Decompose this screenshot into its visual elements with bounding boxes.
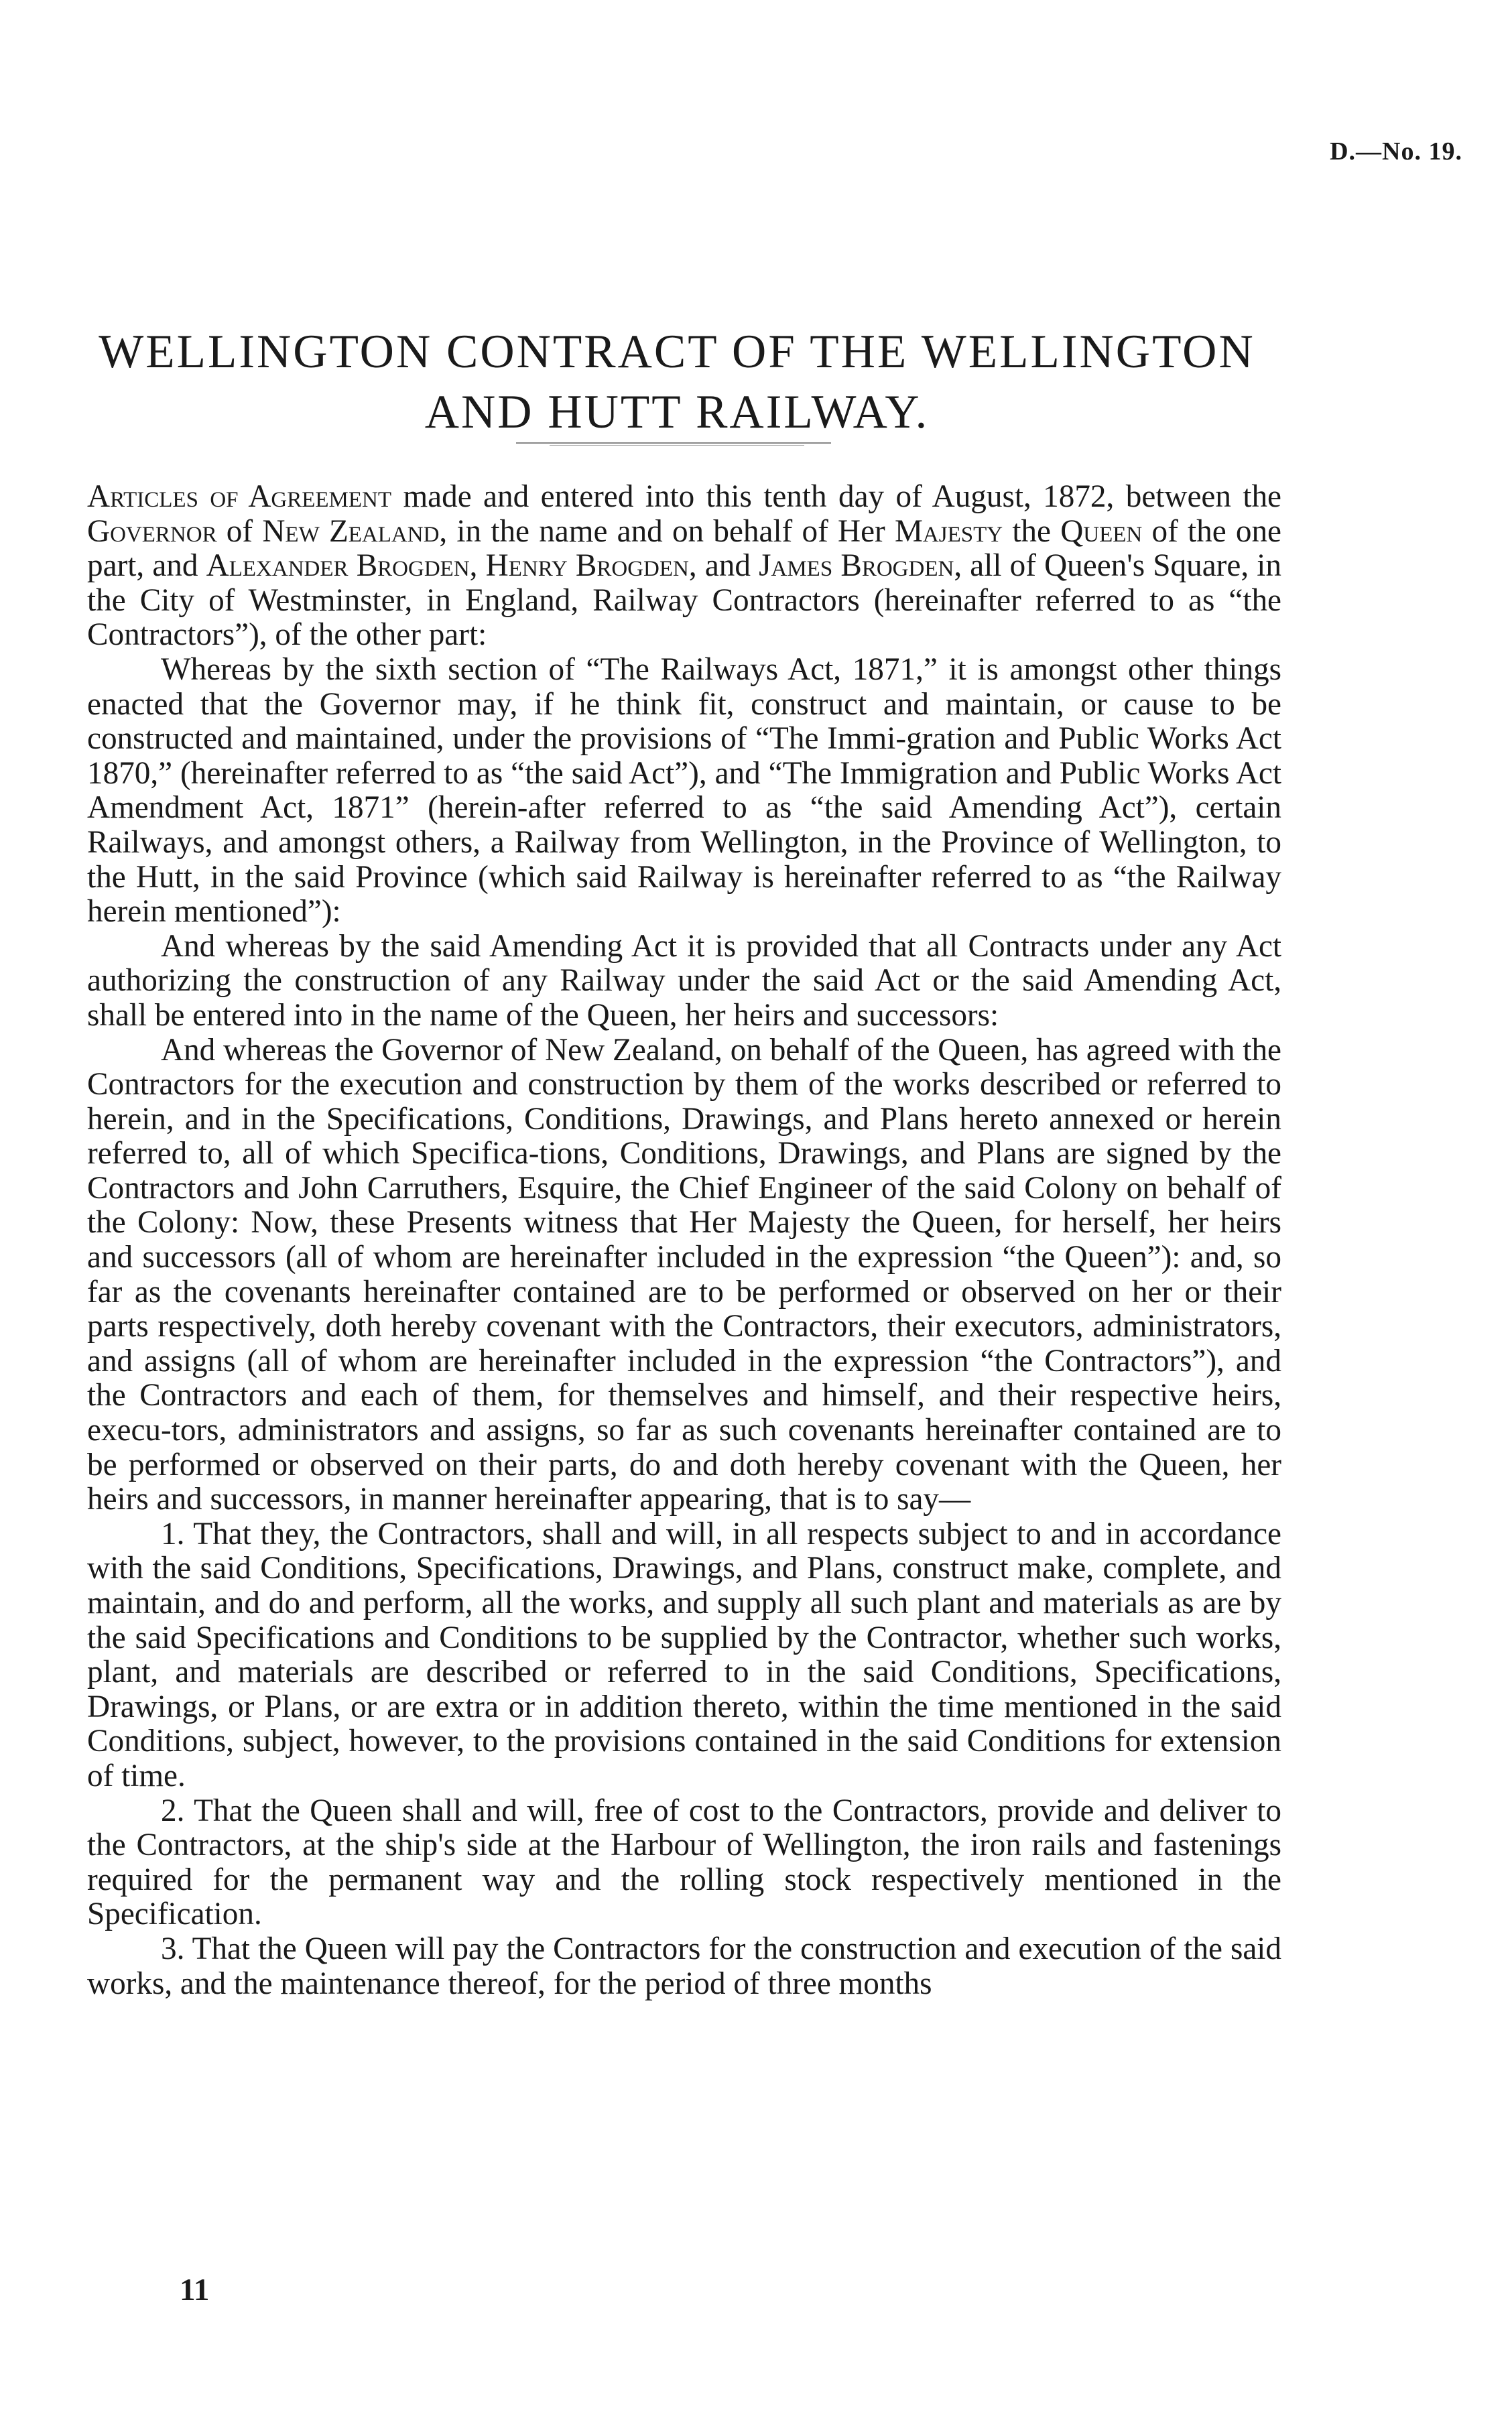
clause-3: 3. That the Queen will pay the Contractors for the construction and execution of the said works, and the maintenance thereof, for the period of three months	[87, 1931, 1281, 2001]
paragraph-whereas-governor: And whereas the Governor of New Zealand, on behalf of the Queen, has agreed with the Contractors for the execution and construction by them of the works described or referred to herein, and in the Specifications, Conditions, Drawings, and Plans hereto annexed or herein referred to, all of which Specifica-tions, Conditions, Drawings, and Plans are signed by the Contractors and John Carruthers, Esquire, the Chief Engineer of the said Colony on behalf of the Colony: Now, these Presents witness that Her Majesty the Queen, for herself, her heirs and successors (all of whom are hereinafter included in the expression “the Queen”): and, so far as the covenants hereinafter contained are to be performed or observed on her or their parts respectively, doth hereby covenant with the Contractors, their executors, administrators, and assigns (all of whom are hereinafter included in the expression “the Contractors”), and the Contractors and each of them, for themselves and himself, and their respective heirs, execu-tors, administrators and assigns, so far as such covenants hereinafter contained are to be performed or observed on their parts, do and doth hereby covenant with the Queen, her heirs and successors, in manner hereinafter appearing, that is to say—	[87, 1032, 1281, 1517]
queen-label: Queen	[1060, 513, 1143, 549]
governor-label: Governor	[87, 513, 217, 549]
james-brogden-label: James Brogden	[759, 548, 954, 584]
title-divider-secondary	[550, 445, 804, 446]
text-run: ,	[469, 548, 486, 584]
henry-brogden-label: Henry Brogden	[485, 548, 689, 584]
clause-2: 2. That the Queen shall and will, free of cost to the Contractors, provide and deliver to the Contractors, at the ship's side at the Harbour of Wellington, the iron rails and fastenings required for the permanent way and the rolling stock respectively mentioned in the Specification.	[87, 1793, 1281, 1932]
text-run: of	[216, 513, 263, 549]
new-zealand-label: New Zealand	[262, 513, 440, 549]
articles-heading: Articles of Agreement	[87, 479, 392, 514]
agreement-body	[87, 480, 1281, 2001]
paragraph-whereas-amending-act: And whereas by the said Amending Act it is provided that all Contracts under any Act authorizing the construction of any Railway under the said Act or the said Amending Act, shall be entered into in the name of the Queen, her heirs and successors:	[87, 928, 1281, 1033]
paragraph-articles-of-agreement	[87, 480, 1281, 653]
page-number: 11	[180, 2273, 210, 2307]
paragraph-whereas-railways-act: Whereas by the sixth section of “The Railways Act, 1871,” it is amongst other things enacted that the Governor may, if he think fit, construct and maintain, or cause to be constructed and maintained, under the provisions of “The Immi-gration and Public Works Act 1870,” (hereinafter referred to as “the said Act”), and “The Immigration and Public Works Act Amendment Act, 1871” (herein-after referred to as “the said Amending Act”), certain Railways, and amongst others, a Railway from Wellington, in the Province of Wellington, to the Hutt, in the said Province (which said Railway is hereinafter referred to as “the Railway herein mentioned”):	[87, 651, 1281, 930]
title-line-1: WELLINGTON CONTRACT OF THE WELLINGTON	[99, 325, 1255, 378]
text-run: , in the name and on behalf of Her	[439, 513, 895, 549]
text-run: , and	[688, 548, 759, 584]
alexander-brogden-label: Alexander Brogden	[206, 548, 470, 584]
text-run: the	[1003, 513, 1061, 549]
text-run: of the one part, and	[87, 513, 1282, 584]
text-run: , all of Queen's Square, in the City of Westminster, in England, Railway Contractors (hereinafter referred to as “the Contractors”), of the other part:	[87, 548, 1281, 653]
text-run: made and entered into this tenth day of August, 1872, between the	[391, 479, 1281, 514]
page-reference: D.—No. 19.	[1330, 137, 1462, 166]
clause-1: 1. That they, the Contractors, shall and will, in all respects subject to and in accordance with the said Conditions, Specifications, Drawings, and Plans, construct make, complete, and maintain, and do and perform, all the works, and supply all such plant and materials as are by the said Specifications and Conditions to be supplied by the Contractor, whether such works, plant, and materials are described or referred to in the said Conditions, Specifications, Drawings, or Plans, or are extra or in addition thereto, within the time mentioned in the said Conditions, subject, however, to the provisions contained in the said Conditions for extension of time.	[87, 1516, 1281, 1793]
title-divider	[516, 442, 831, 444]
title-line-2: AND HUTT RAILWAY.	[424, 385, 930, 438]
majesty-label: Majesty	[894, 513, 1003, 549]
document-title	[87, 322, 1267, 442]
